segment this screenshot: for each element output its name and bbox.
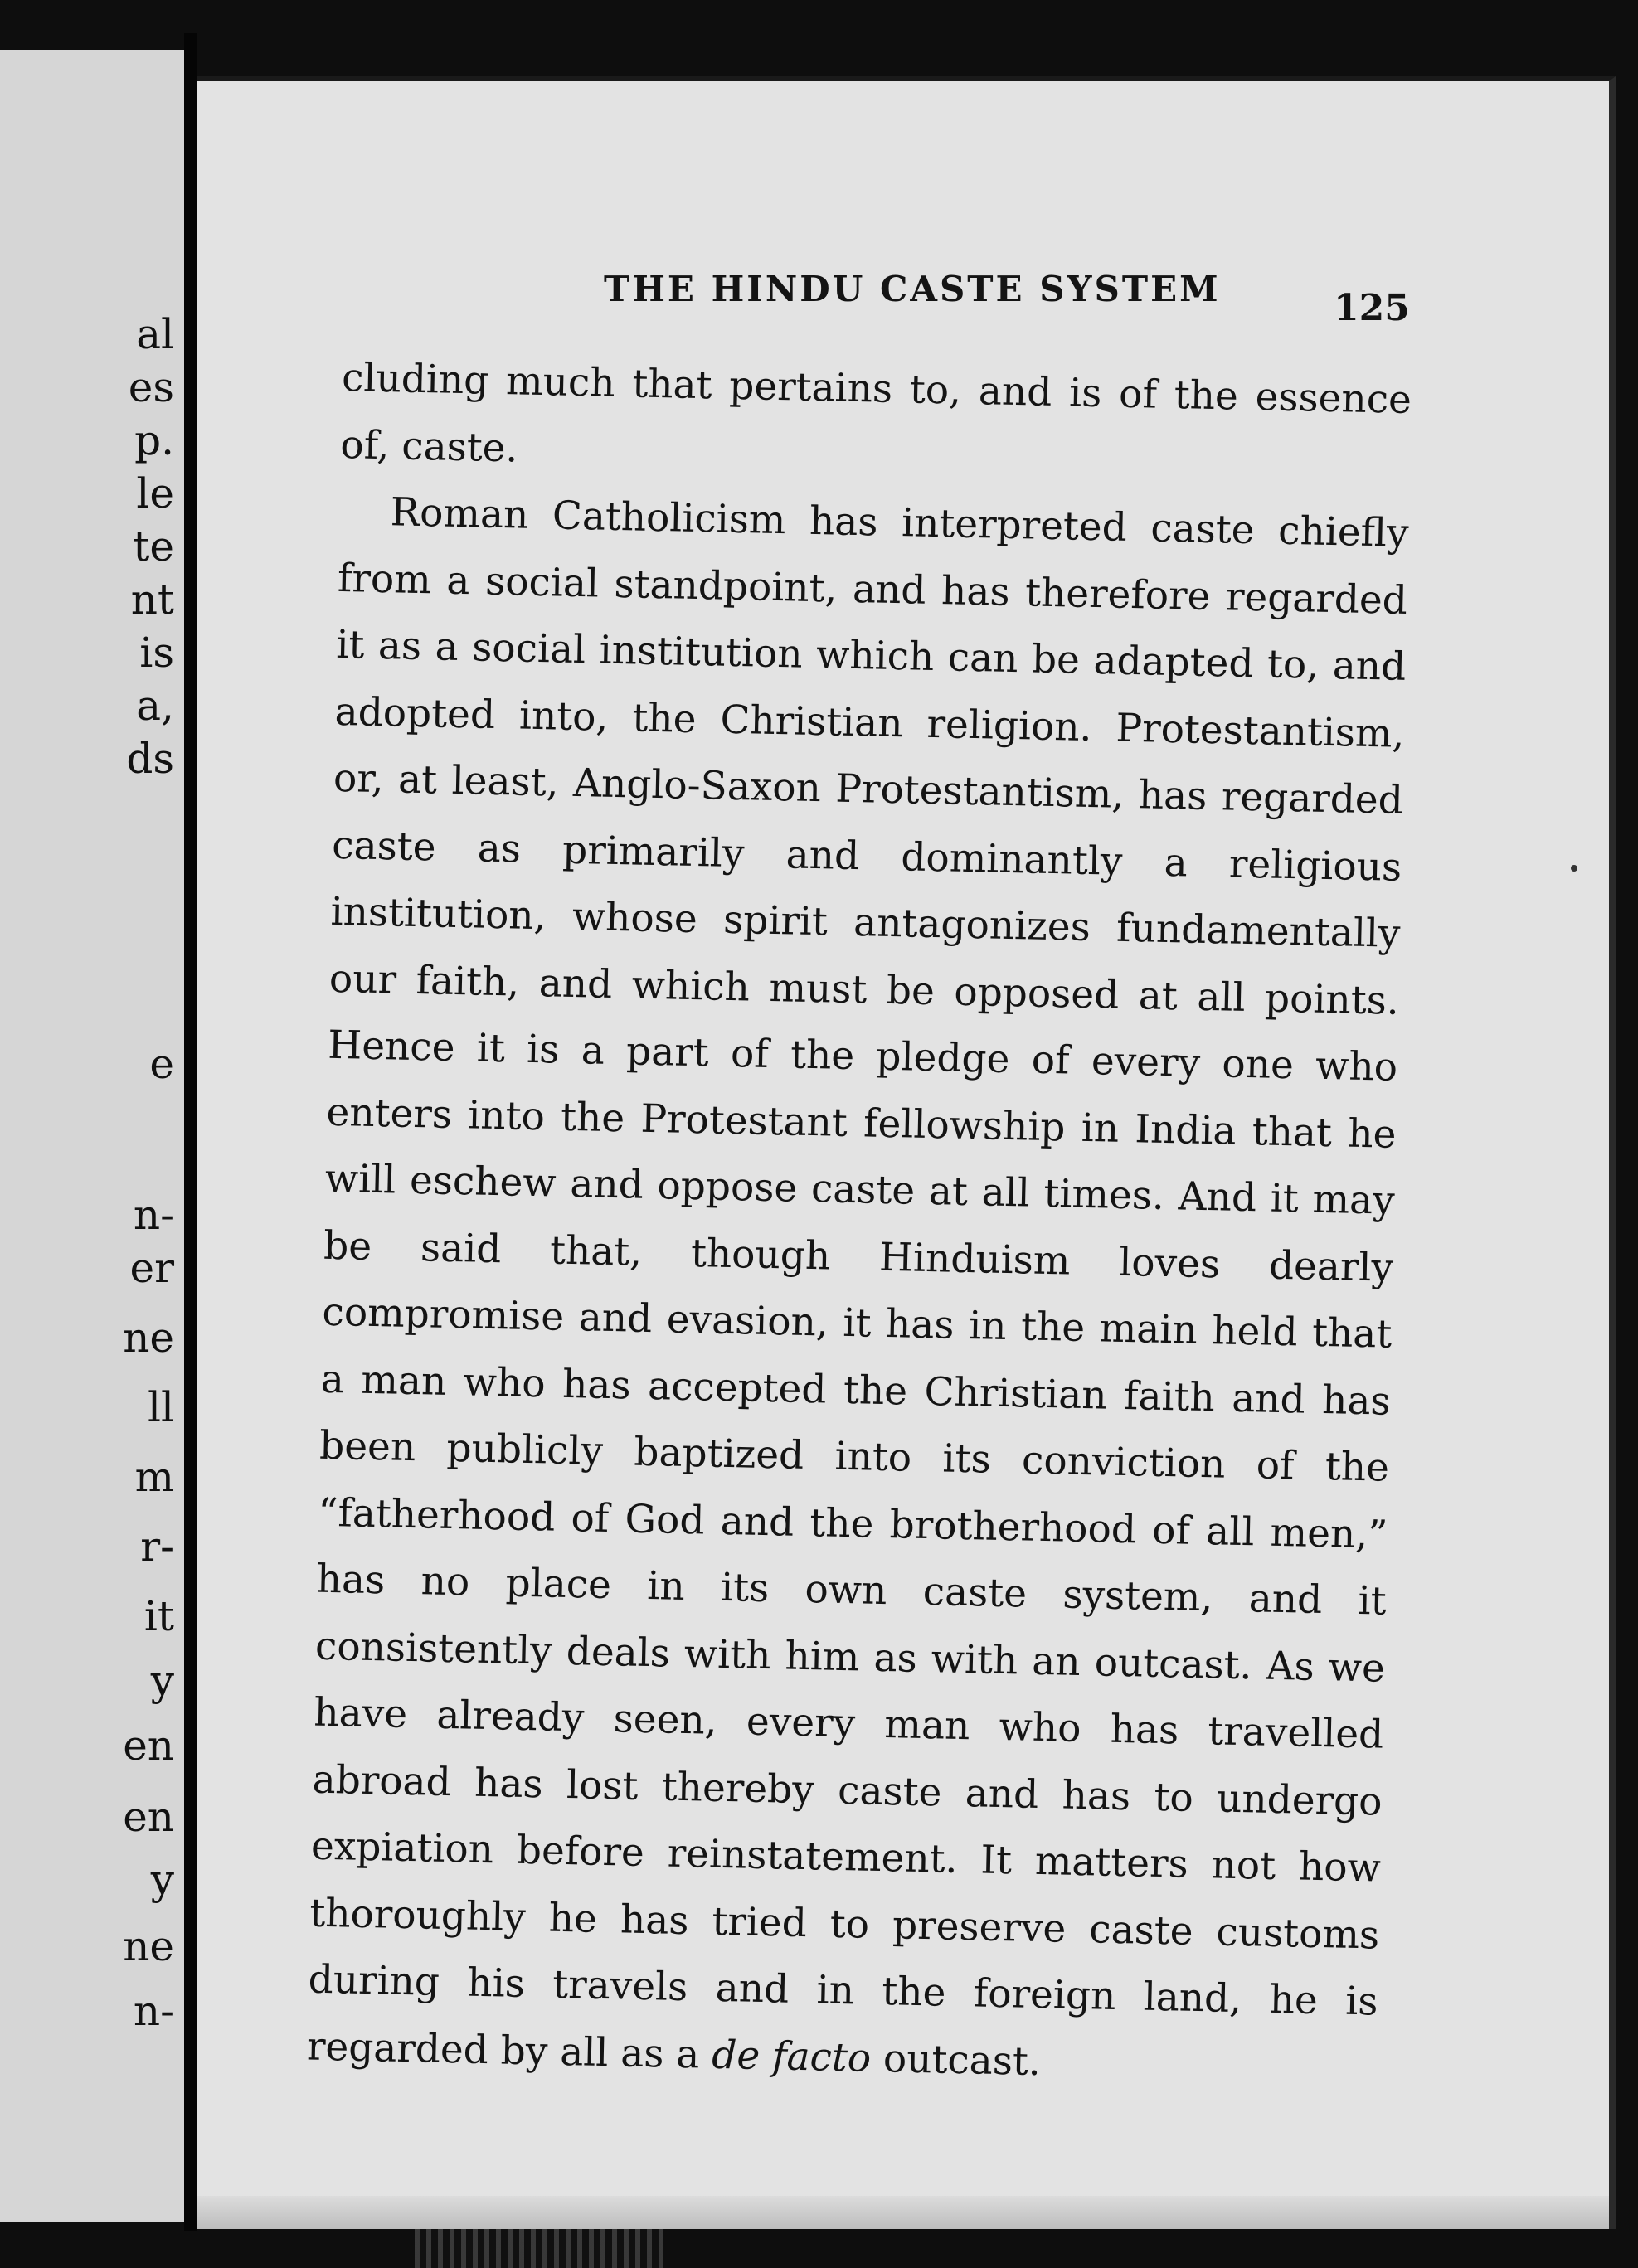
running-head: THE HINDU CASTE SYSTEM (604, 269, 1221, 309)
left-page-fragment: n- (133, 1987, 174, 2035)
left-page-fragment: ne (123, 1922, 174, 1970)
left-page-fragment: en (123, 1722, 174, 1770)
left-page-fragment: en (123, 1793, 174, 1841)
paragraph-text-end: outcast. (870, 2035, 1042, 2085)
previous-page-edge (0, 50, 192, 2222)
paragraph (340, 345, 1412, 501)
left-page-fragment: nt (130, 575, 174, 624)
italic-phrase: de facto (711, 2032, 872, 2081)
left-page-fragment: is (139, 629, 174, 677)
paragraph (306, 478, 1409, 2103)
book-page (197, 76, 1616, 2229)
paragraph-text: Roman Catholicism has interpreted caste chiefly from a social standpoint, and has therefore regarded it as a social institution which can be adapted to, and adopted into, the Christian religion. Protestantism, or, at least, Anglo-Saxon Protestantism, has regarded caste as primarily and dominantly a religious institution, whose spirit antagonizes fundamentally our faith, and which must be opposed at all points. Hence it is a part of the pledge of every one who enters into the Protestant fellowship in India that he will eschew and oppose caste at all times. And it may be said that, though Hinduism loves dearly compromise and evasion, it has in the main held that a man who has accepted the Christian faith and has been publicly baptized into its conviction of the “fatherhood of God and the brotherhood of all men,” has no place in its own caste system, and it consistently deals with him as with an outcast. As we have already seen, every man who has travelled abroad has lost thereby caste and has to undergo expiation before reinstatement. It matters not how thoroughly he has tried to preserve caste customs during his travels and in the foreign land, he is regarded by all as a (306, 489, 1410, 2078)
book-gutter (184, 33, 197, 2231)
left-page-fragment: y (150, 1657, 174, 1705)
left-page-fragment: it (143, 1592, 174, 1640)
left-page-fragment: r- (140, 1523, 174, 1571)
left-page-fragment: m (134, 1453, 174, 1501)
scan-dot (1571, 865, 1577, 872)
left-page-fragment: ds (126, 735, 174, 783)
page-number: 125 (1334, 287, 1410, 329)
left-page-fragment: ne (123, 1314, 174, 1362)
scan-artifact (415, 2229, 663, 2268)
body-text (306, 345, 1412, 2103)
left-page-fragment: er (129, 1244, 174, 1292)
left-page-fragment: te (133, 522, 174, 571)
left-page-fragment: a, (136, 682, 174, 730)
paragraph-text: cluding much that pertains to, and is of the essence of, caste. (339, 354, 1412, 471)
left-page-fragment: es (128, 363, 174, 411)
left-page-fragment: e (149, 1040, 174, 1088)
left-page-fragment: p. (134, 416, 174, 464)
left-page-fragment: n- (133, 1191, 174, 1239)
left-page-fragment: y (150, 1856, 174, 1904)
left-page-fragment: al (136, 310, 174, 358)
left-page-fragment: ll (148, 1383, 174, 1431)
left-page-fragment: le (136, 469, 174, 517)
